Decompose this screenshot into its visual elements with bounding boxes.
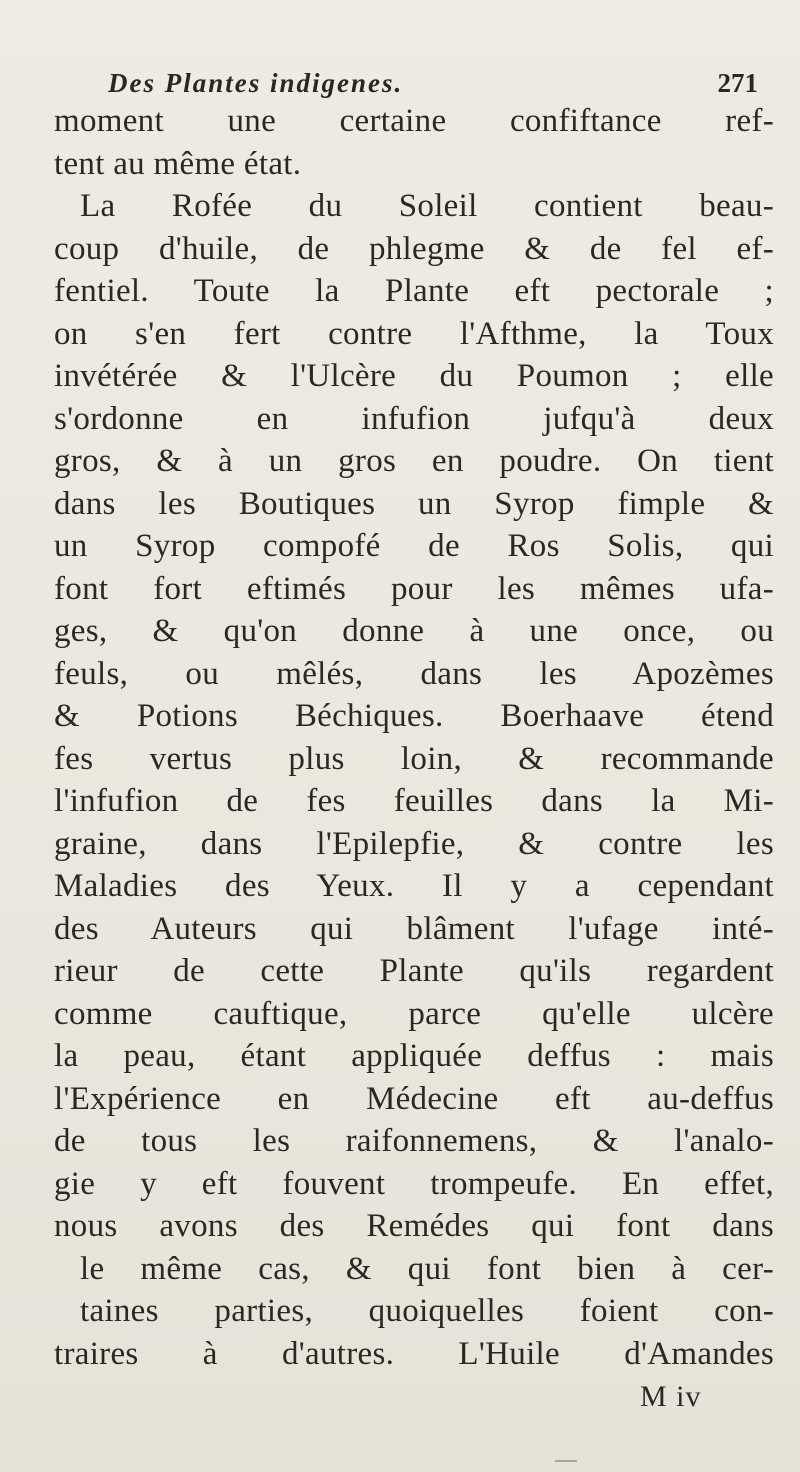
text-line: taines parties, quoiquelles foient con- [80, 1293, 774, 1329]
text-line: ges, & qu'on donne à une once, ou [54, 613, 774, 649]
signature-mark: M iv [640, 1380, 702, 1413]
text-line: La Rofée du Soleil contient beau- [80, 188, 774, 224]
text-line: feuls, ou mêlés, dans les Apozèmes [54, 655, 774, 692]
body-text [54, 100, 774, 1375]
text-line: rieur de cette Plante qu'ils regardent [54, 953, 774, 989]
text-line: on s'en fert contre l'Afthme, la Toux [54, 315, 774, 352]
ink-mark [555, 1460, 577, 1462]
text-line: dans les Boutiques un Syrop fimple & [54, 485, 774, 522]
text-line: le même cas, & qui font bien à cer- [80, 1250, 774, 1287]
text-line: tent au même état. [54, 145, 302, 182]
text-line: l'infufion de fes feuilles dans la Mi- [54, 783, 774, 819]
text-line: gie y eft fouvent trompeufe. En effet, [54, 1165, 774, 1202]
text-line: de tous les raifonnemens, & l'analo- [54, 1123, 774, 1159]
text-line: & Potions Béchiques. Boerhaave étend [54, 698, 774, 734]
text-line: gros, & à un gros en poudre. On tient [54, 443, 774, 479]
text-line: invétérée & l'Ulcère du Poumon ; elle [54, 358, 774, 394]
text-line: la peau, étant appliquée deffus : mais [54, 1038, 774, 1074]
text-line: l'Expérience en Médecine eft au-deffus [54, 1080, 774, 1117]
text-line: comme cauftique, parce qu'elle ulcère [54, 995, 774, 1032]
text-line: graine, dans l'Epilepfie, & contre les [54, 825, 774, 862]
text-line: fentiel. Toute la Plante eft pectorale ; [54, 273, 774, 309]
text-line: traires à d'autres. L'Huile d'Amandes [54, 1335, 774, 1372]
text-line: fes vertus plus loin, & recommande [54, 740, 774, 777]
text-line: coup d'huile, de phlegme & de fel ef- [54, 230, 774, 267]
text-line: font fort eftimés pour les mêmes ufa- [54, 570, 774, 607]
text-line: des Auteurs qui blâment l'ufage inté- [54, 910, 774, 947]
text-line: s'ordonne en infufion jufqu'à deux [54, 400, 774, 437]
running-title: Des Plantes indigenes. [108, 68, 404, 98]
text-line: nous avons des Remédes qui font dans [54, 1208, 774, 1244]
text-line: moment une certaine confiftance ref- [54, 103, 774, 139]
page-number: 271 [717, 68, 758, 98]
text-line: un Syrop compofé de Ros Solis, qui [54, 528, 774, 564]
text-line: Maladies des Yeux. Il y a cependant [54, 868, 774, 904]
